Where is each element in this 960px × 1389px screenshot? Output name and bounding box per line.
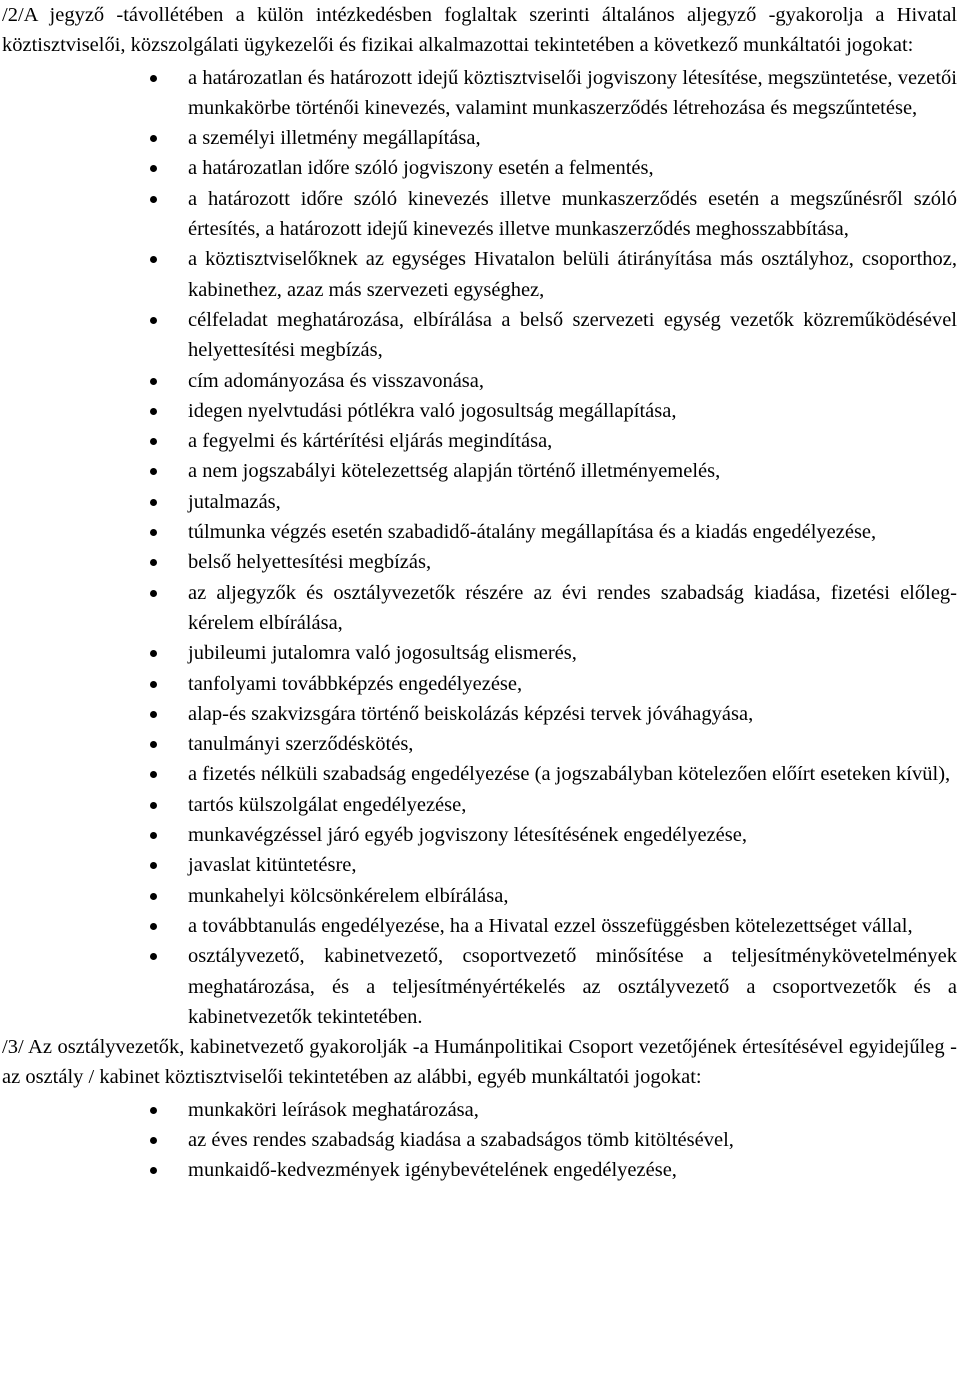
list-item	[188, 153, 957, 183]
list-item-text: a köztisztviselőknek az egységes Hivatalon belüli átirányítása más osztályhoz, csoporthoz, kabinethez, azaz más szervezeti egységhez,	[188, 248, 957, 301]
list-item	[188, 123, 957, 153]
list-item-text: a határozatlan és határozott idejű köztisztviselői jogviszony létesítése, megszüntetése, vezetői munkakörbe történői kinevezés, valamint munkaszerződés létrehozása és megszűntetése,	[188, 66, 957, 119]
list-item-text: cím adományozása és visszavonása,	[188, 369, 485, 392]
section-3-list	[2, 1095, 957, 1186]
bullet-icon	[150, 378, 157, 385]
bullet-icon	[150, 165, 157, 172]
list-item-text: jubileumi jutalomra való jogosultság elismerés,	[188, 642, 577, 665]
bullet-icon	[150, 741, 157, 748]
bullet-icon	[150, 650, 157, 657]
list-item-text: jutalmazás,	[188, 490, 281, 513]
bullet-icon	[150, 681, 157, 688]
list-item	[188, 456, 957, 486]
list-item	[188, 790, 957, 820]
list-item	[188, 517, 957, 547]
list-item-text: a határozatlan időre szóló jogviszony esetén a felmentés,	[188, 157, 654, 180]
bullet-icon	[150, 771, 157, 778]
bullet-icon	[150, 590, 157, 597]
section-2-list	[2, 63, 957, 1033]
bullet-icon	[150, 196, 157, 203]
list-item	[188, 487, 957, 517]
bullet-icon	[150, 75, 157, 82]
list-item	[188, 638, 957, 668]
list-item	[188, 881, 957, 911]
list-item	[188, 941, 957, 1032]
bullet-icon	[150, 893, 157, 900]
section-3-intro: /3/ Az osztályvezetők, kabinetvezető gyakorolják -a Humánpolitikai Csoport vezetőjének értesítésével egyidejűleg -az osztály / kabinet köztisztviselői tekintetében az alábbi, egyéb munkáltatói jogokat:	[2, 1036, 957, 1089]
list-item-text: az éves rendes szabadság kiadása a szabadságos tömb kitöltésével,	[188, 1128, 734, 1151]
list-item	[188, 63, 957, 124]
list-item	[188, 578, 957, 639]
bullet-icon	[150, 438, 157, 445]
bullet-icon	[150, 135, 157, 142]
bullet-icon	[150, 529, 157, 536]
section-2-intro: /2/A jegyző -távollétében a külön intézkedésben foglaltak szerinti általános aljegyző -gyakorolja a Hivatal köztisztviselői, közszolgálati ügykezelői és fizikai alkalmazottai tekintetében a következő munkáltatói jogokat:	[2, 4, 957, 57]
list-item	[188, 911, 957, 941]
list-item	[188, 305, 957, 366]
bullet-icon	[150, 559, 157, 566]
bullet-icon	[150, 923, 157, 930]
bullet-icon	[150, 499, 157, 506]
list-item	[188, 729, 957, 759]
list-item-text: túlmunka végzés esetén szabadidő-átalány megállapítása és a kiadás engedélyezése,	[188, 521, 877, 544]
list-item	[188, 759, 957, 789]
bullet-icon	[150, 1167, 157, 1174]
list-item	[188, 366, 957, 396]
bullet-icon	[150, 468, 157, 475]
list-item-text: belső helyettesítési megbízás,	[188, 551, 432, 574]
bullet-icon	[150, 832, 157, 839]
list-item-text: tanfolyami továbbképzés engedélyezése,	[188, 672, 523, 695]
list-item-text: célfeladat meghatározása, elbírálása a belső szervezeti egység vezetők közreműködésével helyettesítési megbízás,	[188, 308, 957, 362]
list-item-text: az aljegyzők és osztályvezetők részére az évi rendes szabadság kiadása, fizetési előleg-kérelem elbírálása,	[188, 581, 957, 634]
list-item-text: javaslat kitüntetésre,	[188, 854, 357, 877]
list-item-text: a határozott időre szóló kinevezés illetve munkaszerződés esetén a megszűnésről szóló értesítés, a határozott idejű kinevezés illetve munkaszerződés meghosszabbítása,	[188, 187, 957, 241]
list-item	[188, 396, 957, 426]
list-item-text: munkavégzéssel járó egyéb jogviszony létesítésének engedélyezése,	[188, 824, 747, 847]
bullet-icon	[150, 256, 157, 263]
list-item-text: alap-és szakvizsgára történő beiskolázás képzési tervek jóváhagyása,	[188, 702, 754, 725]
list-item	[188, 1095, 957, 1125]
list-item	[188, 1125, 957, 1155]
list-item-text: osztályvezető, kabinetvezető, csoportvezető minősítése a teljesítménykövetelmények meghatározása, és a teljesítményértékelés az osztályvezető a csoportvezetők és a kabinetvezetők tekintetében.	[188, 945, 957, 1028]
bullet-icon	[150, 1137, 157, 1144]
list-item	[188, 244, 957, 305]
list-item-text: a nem jogszabályi kötelezettség alapján történő illetményemelés,	[188, 460, 721, 483]
list-item-text: munkaköri leírások meghatározása,	[188, 1098, 479, 1121]
list-item-text: a fegyelmi és kártérítési eljárás megindítása,	[188, 430, 553, 453]
list-item	[188, 669, 957, 699]
list-item	[188, 184, 957, 245]
list-item-text: tartós külszolgálat engedélyezése,	[188, 793, 467, 816]
list-item-text: a továbbtanulás engedélyezése, ha a Hivatal ezzel összefüggésben kötelezettséget vállal,	[188, 914, 913, 937]
bullet-icon	[150, 408, 157, 415]
list-item	[188, 547, 957, 577]
list-item-text: munkaidő-kedvezmények igénybevételének engedélyezése,	[188, 1159, 677, 1182]
list-item-text: a fizetés nélküli szabadság engedélyezése (a jogszabályban kötelezően előírt eseteken kívül),	[188, 763, 951, 786]
list-item-text: idegen nyelvtudási pótlékra való jogosultság megállapítása,	[188, 399, 677, 422]
list-item	[188, 1155, 957, 1185]
bullet-icon	[150, 802, 157, 809]
list-item	[188, 426, 957, 456]
list-item-text: a személyi illetmény megállapítása,	[188, 127, 481, 150]
bullet-icon	[150, 317, 157, 324]
list-item	[188, 820, 957, 850]
bullet-icon	[150, 711, 157, 718]
bullet-icon	[150, 953, 157, 960]
list-item	[188, 699, 957, 729]
list-item-text: munkahelyi kölcsönkérelem elbírálása,	[188, 884, 509, 907]
bullet-icon	[150, 1107, 157, 1114]
list-item	[188, 850, 957, 880]
bullet-icon	[150, 862, 157, 869]
list-item-text: tanulmányi szerződéskötés,	[188, 733, 414, 756]
